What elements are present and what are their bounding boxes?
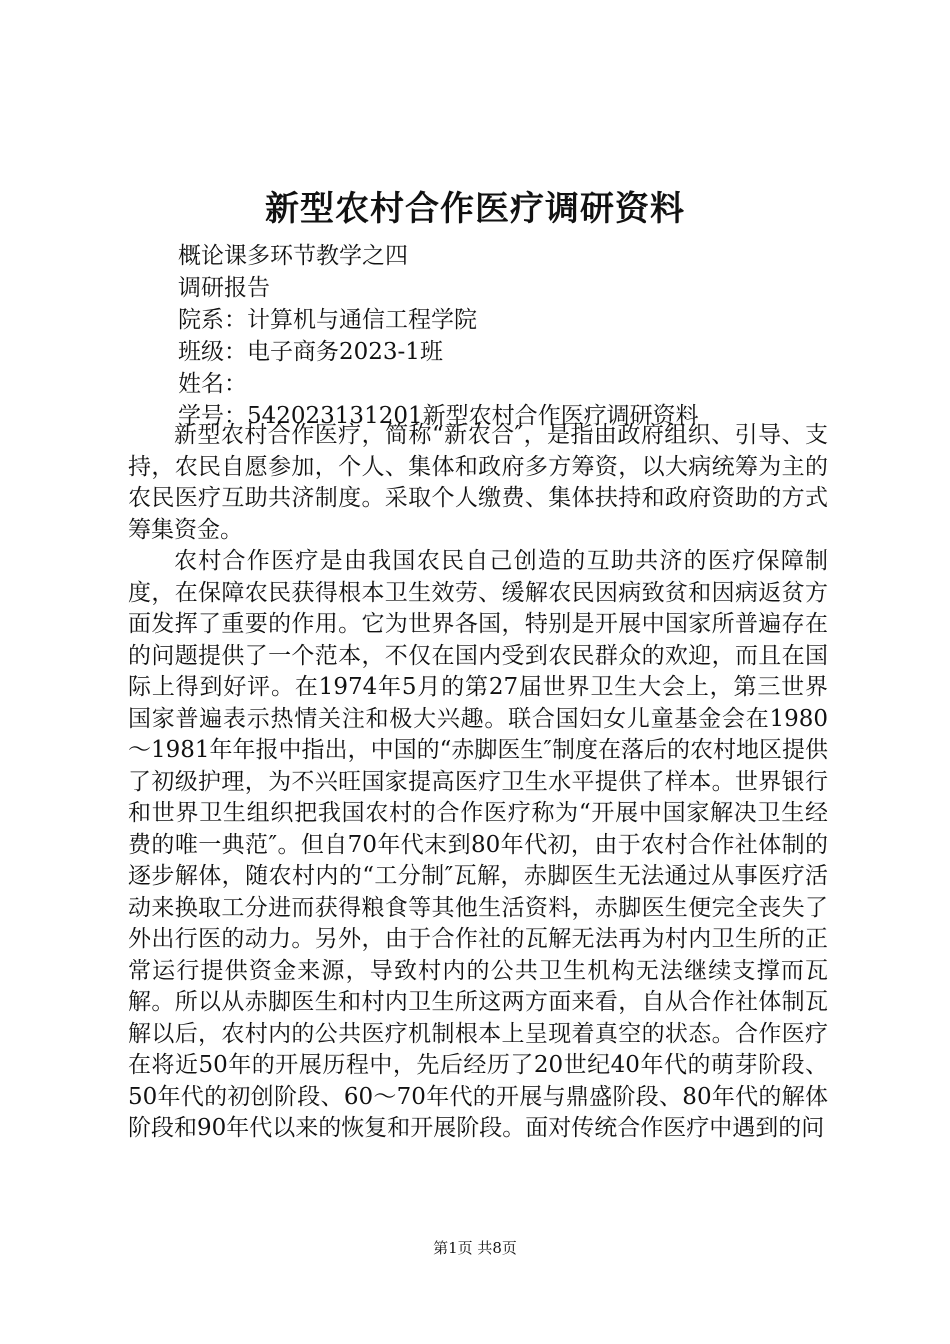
meta-report-type: 调研报告: [178, 275, 270, 301]
meta-student-id: 学号：542023131201新型农村合作医疗调研资料: [178, 403, 699, 429]
document-title: 新型农村合作医疗调研资料: [265, 189, 685, 229]
meta-course: 概论课多环节教学之四: [178, 243, 408, 269]
paragraph-2: 农村合作医疗是由我国农民自己创造的互助共济的医疗保障制度，在保障农民获得根本卫生效劳、缓解农民因病致贫和因病返贫方面发挥了重要的作用。它为世界各国，特别是开展中国家所普遍存在的问题提供了一个范本，不仅在国内受到农民群众的欢迎，而且在国际上得到好评。在1974年5月的第27届世界卫生大会上，第三世界国家普遍表示热情关注和极大兴趣。联合国妇女儿童基金会在1980～1981年年报中指出，中国的“赤脚医生″制度在落后的农村地区提供了初级护理，为不兴旺国家提高医疗卫生水平提供了样本。世界银行和世界卫生组织把我国农村的合作医疗称为“开展中国家解决卫生经费的唯一典范″。但自70年代末到80年代初，由于农村合作社体制的逐步解体，随农村内的“工分制″瓦解，赤脚医生无法通过从事医疗活动来换取工分进而获得粮食等其他生活资料，赤脚医生便完全丧失了外出行医的动力。另外，由于合作社的瓦解无法再为村内卫生所的正常运行提供资金来源，导致村内的公共卫生机构无法继续支撑而瓦解。所以从赤脚医生和村内卫生所这两方面来看，自从合作社体制瓦解以后，农村内的公共医疗机制根本上呈现着真空的状态。合作医疗在将近50年的开展历程中，先后经历了20世纪40年代的萌芽阶段、50年代的初创阶段、60～70年代的开展与鼎盛阶段、80年代的解体阶段和90年代以来的恢复和开展阶段。面对传统合作医疗中遇到的问: [128, 548, 828, 1141]
meta-name: 姓名：: [178, 371, 247, 397]
report-meta: [178, 240, 878, 432]
paragraph-1: 新型农村合作医疗，简称“新农合″，是指由政府组织、引导、支持，农民自愿参加，个人、集体和政府多方筹资，以大病统筹为主的农民医疗互助共济制度。采取个人缴费、集体扶持和政府资助的方式筹集资金。: [128, 422, 828, 543]
meta-department: 院系：计算机与通信工程学院: [178, 307, 477, 333]
document-body: [128, 420, 828, 1145]
meta-class: 班级：电子商务2023-1班: [178, 339, 443, 365]
page-footer: 第1页 共8页: [433, 1239, 517, 1257]
